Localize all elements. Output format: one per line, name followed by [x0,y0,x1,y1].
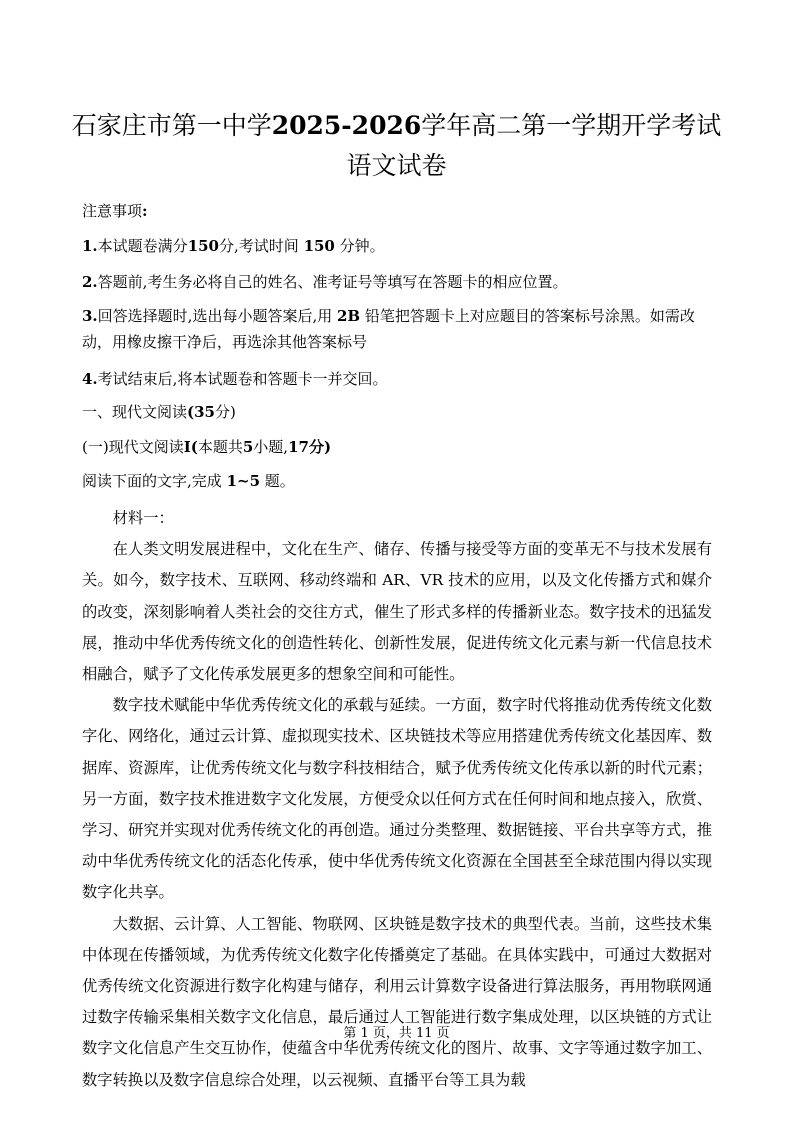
title-exam: 学年高二第一学期开学考试 [421,111,722,140]
note-item-1 [82,231,712,261]
notes-heading-text: 注意事项 [82,202,143,220]
reading-instruction [82,466,712,496]
note-item-2 [82,267,712,297]
section-title [82,397,712,427]
note-pencil: 2B [337,307,361,325]
reading-material [82,503,712,1096]
article-paragraph: 大数据、云计算、人工智能、物联网、区块链是数字技术的典型代表。当前，这些技术集中体现在传播领域，为优秀传统文化数字化传播奠定了基础。在具体实践中，可通过大数据对优秀传统文化资源进行数字化构建与储存，利用云计算数字设备进行算法服务，再用物联网通过数字传输采集相关数字文化信息，最后通过人工智能进行数字集成处理，以区块链的方式让数字文化信息产生交互协作，使蕴含中华优秀传统文化的图片、故事、文字等通过数字加工、数字转换以及数字信息综合处理，以云视频、直播平台等工具为载 [82,914,712,1089]
note-text: 分钟。 [339,237,385,255]
note-number: 2. [82,273,98,291]
title-years: 2025-2026 [271,111,422,140]
note-text: 分,考试时间 [219,237,299,255]
instruction-text: 阅读下面的文字,完成 [82,472,222,490]
note-item-3 [82,303,712,355]
notes-heading [82,196,712,226]
subsection-text: (一)现代文阅读 [82,438,184,456]
subsection-title [82,432,712,462]
subsection-score: 17 [288,438,309,456]
note-text: 考试结束后,将本试题卷和答题卡一并交回。 [97,370,388,388]
note-time: 150 [303,237,335,255]
section-title-text: 一、现代文阅读 [82,403,188,421]
section-score: (35 [187,403,215,421]
note-text: 本试题卷满分 [97,237,188,255]
note-text: 铅笔把答题卡上对应题目的答案标号涂黑。如需改动，用橡皮擦干净后，再选涂其他答案标号 [82,307,695,351]
subsection-text: 分) [308,438,332,456]
note-number: 1. [82,237,98,255]
exam-subject: 语文试卷 [346,151,447,180]
section-title-text: 分) [215,403,236,421]
instruction-text: 题。 [264,472,295,490]
article-paragraph: 数字技术赋能中华优秀传统文化的承载与延续。一方面，数字时代将推动优秀传统文化数字化、网络化，通过云计算、虚拟现实技术、区块链技术等应用搭建优秀传统文化基因库、数据库、资源库，让优秀传统文化与数字科技相结合，赋予优秀传统文化传承以新的时代元素；另一方面，数字技术推进数字文化发展，方便受众以任何方式在任何时间和地点接入，欣赏、学习、研究并实现对优秀传统文化的再创造。通过分类整理、数据链接、平台共享等方式，推动中华优秀传统文化的活态化传承，使中华优秀传统文化资源在全国甚至全球范围内得以实现数字化共享。 [82,696,712,902]
note-text: 回答选择题时,选出每小题答案后,用 [97,307,333,325]
subsection-text: 小题, [253,438,289,456]
article-paragraph: 在人类文明发展进程中，文化在生产、储存、传播与接受等方面的变革无不与技术发展有关。如今，数字技术、互联网、移动终端和 AR、VR 技术的应用，以及文化传播方式和媒介的改变，深刻影响着人类社会的交往方式，催生了形式多样的传播新业态。数字技术的迅猛发展，推动中华优秀传统文化的创造性转化、创新性发展，促进传统文化元素与新一代信息技术相融合，赋予了文化传承发展更多的想象空间和可能性。 [82,540,712,684]
exam-title [0,108,793,144]
subsection-number: I( [183,438,198,456]
note-number: 4. [82,370,98,388]
note-item-4 [82,364,712,394]
page-footer: 第 1 页，共 11 页 [343,1026,450,1041]
note-text: 答题前,考生务必将自己的姓名、准考证号等填写在答题卡的相应位置。 [97,273,568,291]
subsection-count: 5 [242,438,254,456]
subsection-text: 本题共 [197,438,243,456]
note-number: 3. [82,307,98,325]
notes-heading-colon: : [142,202,148,220]
material-label: 材料一： [112,509,174,527]
instruction-range: 1~5 [226,472,261,490]
note-score: 150 [187,237,219,255]
title-school: 石家庄市第一中学 [71,111,272,140]
